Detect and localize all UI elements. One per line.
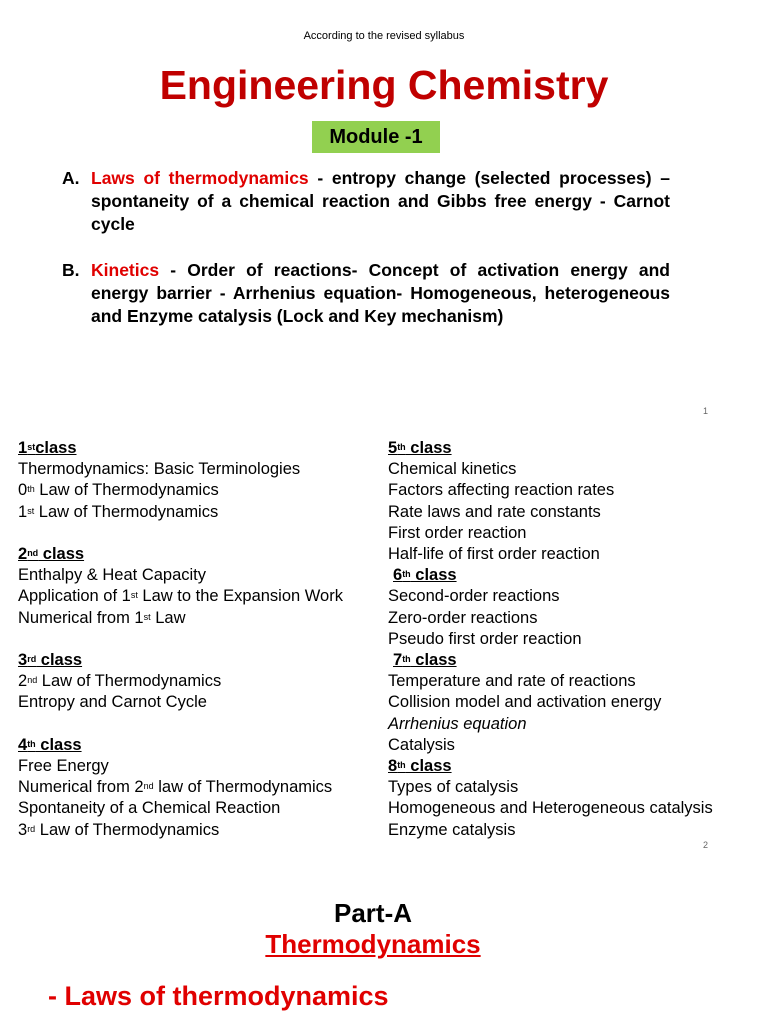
class-heading: 8th class — [388, 757, 452, 776]
schedule-left-column — [18, 438, 378, 841]
module-badge: Module -1 — [312, 121, 440, 153]
class-heading: 3rd class — [18, 651, 83, 669]
list-item: Catalysis — [388, 735, 455, 754]
class-heading: 5th class — [388, 439, 452, 457]
list-item: Numerical from 2nd law of Thermodynamics — [18, 778, 333, 797]
list-item: Zero-order reactions — [388, 608, 538, 627]
topic-description: - Order of reactions- Concept of activation energy and energy barrier - Arrhenius equation- Homogeneous, heterogeneous and Enzyme catalysis (Lock and Key mechanism) — [91, 260, 670, 326]
topic-a — [62, 167, 670, 236]
page-number: 1 — [703, 406, 709, 416]
list-item: Arrhenius equation — [388, 714, 527, 733]
topic-description: - entropy change (selected processes) – spontaneity of a chemical reaction and Gibbs free energy - Carnot cycle — [91, 168, 670, 234]
list-item: 2nd Law of Thermodynamics — [18, 672, 222, 691]
class-heading: 2nd class — [18, 545, 85, 563]
list-item: Factors affecting reaction rates — [388, 481, 615, 500]
list-item: 0th Law of Thermodynamics — [18, 481, 219, 500]
section-heading: Thermodynamics — [265, 929, 481, 959]
list-item: Pseudo first order reaction — [388, 629, 582, 648]
class-heading: 1stclass — [18, 439, 77, 457]
list-item: Collision model and activation energy — [388, 693, 662, 712]
schedule-right-column — [388, 438, 758, 841]
list-item: Homogeneous and Heterogeneous catalysis — [388, 799, 713, 818]
page-title: Engineering Chemistry — [159, 62, 609, 108]
topic-marker: B. — [62, 260, 80, 280]
list-item: Types of catalysis — [388, 778, 519, 797]
list-item: First order reaction — [388, 523, 527, 542]
class-heading: 4th class — [18, 735, 82, 754]
list-item: Numerical from 1st Law — [18, 608, 186, 627]
topic-text — [91, 259, 670, 328]
list-item: Chemical kinetics — [388, 460, 517, 479]
subsection-heading: - Laws of thermodynamics — [48, 981, 389, 1011]
topic-b — [62, 259, 670, 328]
list-item: Application of 1st Law to the Expansion Work — [18, 587, 343, 606]
syllabus-note: According to the revised syllabus — [303, 30, 465, 42]
list-item: Entropy and Carnot Cycle — [18, 693, 207, 712]
list-item: Rate laws and rate constants — [388, 502, 601, 521]
list-item: Temperature and rate of reactions — [388, 672, 636, 691]
list-item: Spontaneity of a Chemical Reaction — [18, 799, 281, 818]
list-item: Half-life of first order reaction — [388, 545, 600, 564]
topic-highlight: Laws of thermodynamics — [91, 168, 309, 188]
topic-highlight: Kinetics — [91, 260, 160, 280]
class-heading: 7th class — [393, 651, 457, 670]
page-number: 2 — [703, 840, 709, 850]
part-heading: Part-A — [333, 898, 412, 928]
list-item: 3rd Law of Thermodynamics — [18, 820, 220, 839]
list-item: Enthalpy & Heat Capacity — [18, 566, 207, 585]
list-item: Thermodynamics: Basic Terminologies — [18, 460, 301, 479]
class-heading: 6th class — [393, 566, 457, 585]
list-item: Second-order reactions — [388, 587, 560, 606]
topic-text — [91, 167, 670, 236]
list-item: Enzyme catalysis — [388, 820, 516, 839]
list-item: Free Energy — [18, 757, 109, 775]
list-item: 1st Law of Thermodynamics — [18, 502, 219, 521]
topic-marker: A. — [62, 168, 80, 188]
